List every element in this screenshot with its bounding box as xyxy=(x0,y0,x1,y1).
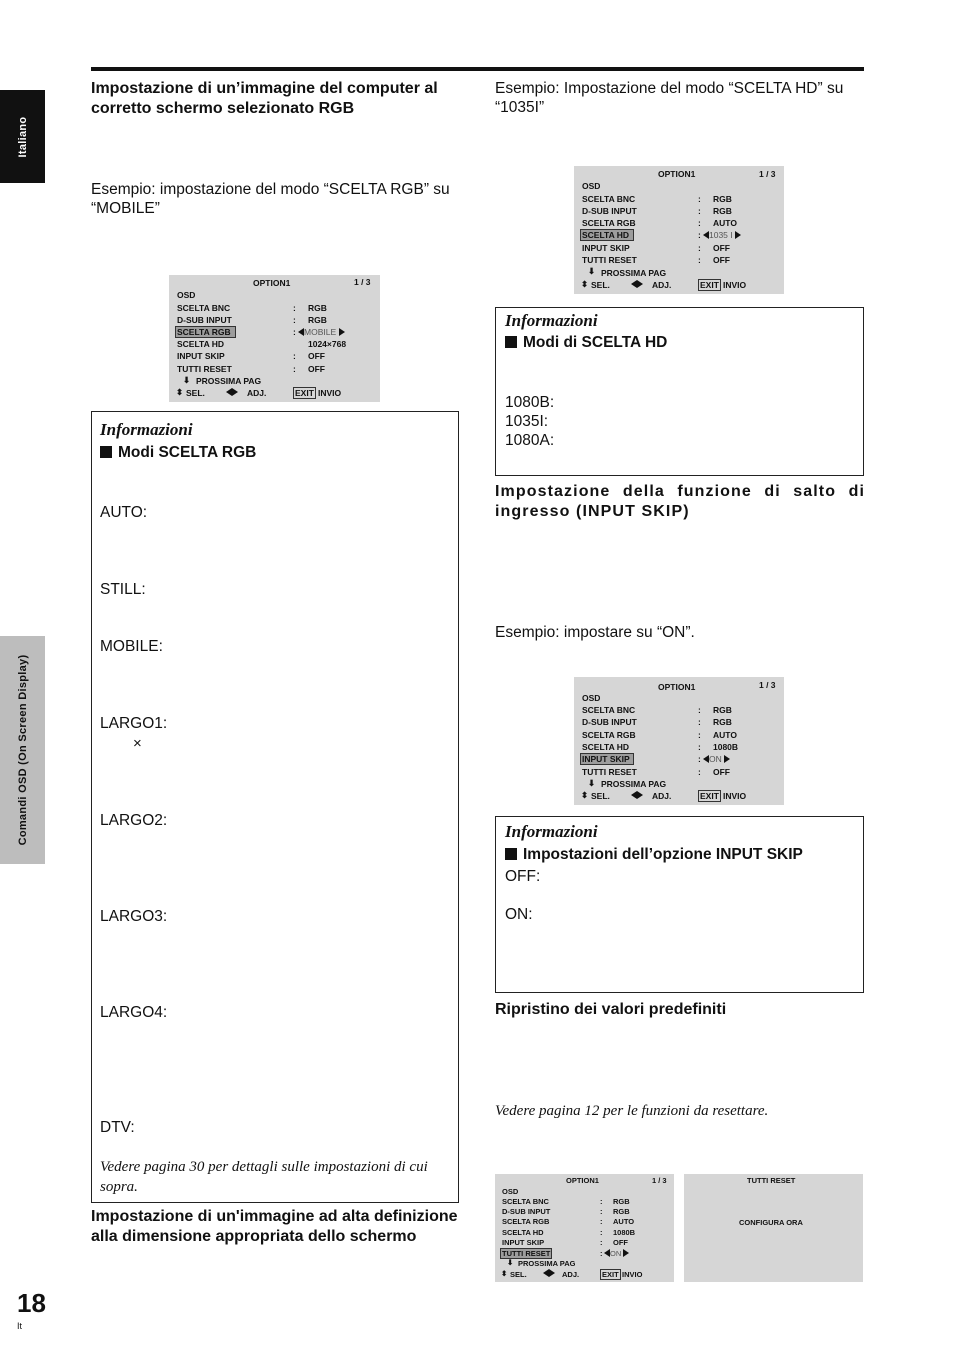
osd-row-rgb-selected: SCELTA RGB xyxy=(176,327,235,337)
language-tab-label: Italiano xyxy=(16,116,29,157)
section-tab-label: Comandi OSD (On Screen Display) xyxy=(16,654,29,846)
osd-header: OPTION1 xyxy=(253,278,291,288)
info-box-skip xyxy=(495,816,864,993)
leftright-arrows-icon xyxy=(226,387,238,397)
info-note: Vedere pagina 30 per dettagli sulle impostazioni di cui sopra. xyxy=(100,1159,428,1195)
osd-row-skip-selected: INPUT SKIP xyxy=(581,754,633,764)
osd-colon: : xyxy=(698,730,701,740)
mode-largo3: LARGO3: xyxy=(100,908,168,925)
osd-row-hd: SCELTA HD xyxy=(502,1228,544,1237)
osd-sel: SEL. xyxy=(510,1270,527,1279)
reset-title: TUTTI RESET xyxy=(747,1176,796,1185)
osd-colon: : xyxy=(698,218,701,228)
osd-invio: INVIO xyxy=(723,791,747,801)
osd-invio: INVIO xyxy=(622,1270,643,1279)
osd-row-osd: OSD xyxy=(177,290,196,300)
mode-largo2: LARGO2: xyxy=(100,812,168,829)
mode-mobile: MOBILE: xyxy=(100,638,163,655)
osd-exit: EXIT xyxy=(295,388,314,398)
osd-invio: INVIO xyxy=(318,388,342,398)
osd-colon: : xyxy=(293,364,296,374)
arrow-right-icon xyxy=(735,231,741,239)
heading-reset: Ripristino dei valori predefiniti xyxy=(495,1001,727,1018)
skip-off: OFF: xyxy=(505,868,541,885)
osd-colon: : xyxy=(698,742,701,752)
osd-colon: : xyxy=(600,1207,603,1216)
osd-next-page: PROSSIMA PAG xyxy=(518,1259,576,1268)
updown-arrow-icon: ⬍ xyxy=(176,387,184,397)
heading-rgb: Impostazione di un’immagine del computer al corretto schermo selezionato RGB xyxy=(91,80,438,117)
osd-row-hd: SCELTA HD xyxy=(582,742,630,752)
osd-screen-hd xyxy=(574,166,784,294)
osd-row-rgb: SCELTA RGB xyxy=(582,218,636,228)
osd-val-dsub: RGB xyxy=(613,1207,630,1216)
down-arrow-icon: ⬇ xyxy=(588,778,596,788)
mode-largo1: LARGO1: xyxy=(100,715,168,732)
mode-still: STILL: xyxy=(100,581,146,598)
osd-row-rgb: SCELTA RGB xyxy=(582,730,636,740)
info-box-hd xyxy=(495,307,864,476)
info-title: Informazioni xyxy=(505,822,598,841)
osd-row-skip: INPUT SKIP xyxy=(502,1238,545,1247)
down-arrow-icon: ⬇ xyxy=(507,1258,514,1267)
heading-hd: Impostazione di un'immagine ad alta definizione alla dimensione appropriata dello schermo xyxy=(91,1208,458,1245)
osd-row-bnc: SCELTA BNC xyxy=(502,1197,549,1206)
osd-val-skip: OFF xyxy=(613,1238,628,1247)
osd-val-hd: 1080B xyxy=(713,742,739,752)
times-sign: × xyxy=(133,735,142,752)
osd-header: OPTION1 xyxy=(658,682,696,692)
osd-colon: : xyxy=(600,1238,603,1247)
osd-colon: : xyxy=(698,767,701,777)
osd-colon: : xyxy=(293,303,296,313)
example-rgb: Esempio: impostazione del modo “SCELTA RGB” su “MOBILE” xyxy=(91,181,450,217)
updown-arrow-icon: ⬍ xyxy=(581,279,589,289)
osd-val-skip: OFF xyxy=(308,351,325,361)
mode-largo4: LARGO4: xyxy=(100,1004,168,1021)
osd-val-hd: 1035 I xyxy=(709,230,733,240)
leftright-arrows-icon xyxy=(543,1269,555,1278)
osd-val-reset: ON xyxy=(610,1249,622,1258)
osd-next-page: PROSSIMA PAG xyxy=(601,779,667,789)
section-tab xyxy=(0,636,45,864)
heading-input-skip: Impostazione della funzione di salto di ingresso (INPUT SKIP) xyxy=(495,483,865,520)
osd-screen-rgb xyxy=(169,275,380,402)
osd-row-reset: TUTTI RESET xyxy=(582,767,637,777)
arrow-right-icon xyxy=(724,755,730,763)
info-subtitle xyxy=(505,334,667,352)
osd-row-osd: OSD xyxy=(502,1187,519,1196)
osd-page: 1 / 3 xyxy=(759,169,776,179)
osd-row-reset: TUTTI RESET xyxy=(177,364,232,374)
info-subtitle-text: Modi di SCELTA HD xyxy=(523,334,668,351)
osd-screen-skip xyxy=(574,677,784,805)
osd-val-skip: OFF xyxy=(713,243,730,253)
page-number: 18 xyxy=(17,1288,46,1318)
osd-page: 1 / 3 xyxy=(652,1176,667,1185)
osd-colon: : xyxy=(600,1228,603,1237)
info-subtitle xyxy=(505,846,803,864)
osd-val-dsub: RGB xyxy=(713,717,732,727)
osd-sel: SEL. xyxy=(186,388,205,398)
osd-row-hd-selected: SCELTA HD xyxy=(581,230,633,240)
osd-colon: : xyxy=(600,1249,603,1258)
osd-exit: EXIT xyxy=(700,791,719,801)
osd-colon: : xyxy=(698,206,701,216)
osd-colon: : xyxy=(293,351,296,361)
osd-colon: : xyxy=(698,255,701,265)
osd-val-rgb: MOBILE xyxy=(304,327,337,337)
square-bullet-icon xyxy=(505,848,517,860)
square-bullet-icon xyxy=(100,446,112,458)
osd-row-dsub: D-SUB INPUT xyxy=(502,1207,551,1216)
osd-reset-confirm xyxy=(684,1174,863,1282)
reset-message: CONFIGURA ORA xyxy=(739,1218,803,1227)
down-arrow-icon: ⬇ xyxy=(588,266,596,276)
info-subtitle-text: Impostazioni dell’opzione INPUT SKIP xyxy=(523,846,803,863)
osd-colon: : xyxy=(600,1217,603,1226)
osd-row-osd: OSD xyxy=(582,693,601,703)
osd-row-bnc: SCELTA BNC xyxy=(177,303,231,313)
osd-colon: : xyxy=(698,705,701,715)
info-subtitle-text: Modi SCELTA RGB xyxy=(118,444,257,461)
square-bullet-icon xyxy=(505,336,517,348)
osd-colon: : xyxy=(293,327,296,337)
osd-page: 1 / 3 xyxy=(354,277,371,287)
info-title: Informazioni xyxy=(505,311,598,330)
osd-row-dsub: D-SUB INPUT xyxy=(582,717,637,727)
osd-row-bnc: SCELTA BNC xyxy=(582,194,636,204)
osd-val-hd: 1080B xyxy=(613,1228,636,1237)
hd-1080a: 1080A: xyxy=(505,432,555,449)
reset-note: Vedere pagina 12 per le funzioni da resettare. xyxy=(495,1103,769,1119)
osd-val-hd: 1024×768 xyxy=(308,339,347,349)
osd-val-bnc: RGB xyxy=(613,1197,630,1206)
osd-row-hd: SCELTA HD xyxy=(177,339,225,349)
osd-row-osd: OSD xyxy=(582,181,601,191)
leftright-arrows-icon xyxy=(631,790,643,800)
osd-page: 1 / 3 xyxy=(759,680,776,690)
osd-colon: : xyxy=(698,754,701,764)
osd-adj: ADJ. xyxy=(562,1270,580,1279)
skip-on: ON: xyxy=(505,906,533,923)
top-rule xyxy=(91,67,864,71)
osd-adjust-skip xyxy=(703,754,730,764)
osd-val-bnc: RGB xyxy=(308,303,327,313)
arrow-right-icon xyxy=(623,1249,629,1257)
osd-adj: ADJ. xyxy=(652,280,672,290)
osd-row-rgb: SCELTA RGB xyxy=(502,1217,550,1226)
osd-adjust-rgb xyxy=(298,327,345,337)
example-hd: Esempio: Impostazione del modo “SCELTA HD” su “1035I” xyxy=(495,80,844,116)
osd-row-skip: INPUT SKIP xyxy=(177,351,225,361)
osd-row-reset: TUTTI RESET xyxy=(582,255,637,265)
osd-val-reset: OFF xyxy=(713,255,730,265)
osd-adjust-hd xyxy=(703,230,741,240)
osd-val-rgb: AUTO xyxy=(613,1217,635,1226)
example-skip: Esempio: impostare su “ON”. xyxy=(495,624,695,641)
osd-row-reset-selected: TUTTI RESET xyxy=(502,1249,551,1258)
info-subtitle xyxy=(100,444,256,462)
mode-auto: AUTO: xyxy=(100,504,148,521)
osd-val-bnc: RGB xyxy=(713,194,732,204)
osd-sel: SEL. xyxy=(591,791,610,801)
arrow-right-icon xyxy=(339,328,345,336)
osd-val-skip: ON xyxy=(709,754,722,764)
osd-next-page: PROSSIMA PAG xyxy=(601,268,667,278)
osd-invio: INVIO xyxy=(723,280,747,290)
info-box-rgb xyxy=(91,411,459,1203)
osd-val-reset: OFF xyxy=(308,364,325,374)
osd-val-rgb: AUTO xyxy=(713,730,737,740)
osd-adj: ADJ. xyxy=(247,388,267,398)
osd-val-dsub: RGB xyxy=(308,315,327,325)
hd-1035i: 1035I: xyxy=(505,413,549,430)
osd-sel: SEL. xyxy=(591,280,610,290)
osd-screen-reset xyxy=(495,1174,674,1282)
osd-exit: EXIT xyxy=(602,1270,619,1279)
language-tab xyxy=(0,90,45,183)
lang-code: It xyxy=(17,1321,23,1331)
osd-row-dsub: D-SUB INPUT xyxy=(582,206,637,216)
osd-exit: EXIT xyxy=(700,280,719,290)
osd-adj: ADJ. xyxy=(652,791,672,801)
osd-header: OPTION1 xyxy=(658,169,696,179)
down-arrow-icon: ⬇ xyxy=(183,375,191,385)
osd-val-reset: OFF xyxy=(713,767,730,777)
osd-row-skip: INPUT SKIP xyxy=(582,243,630,253)
osd-row-bnc: SCELTA BNC xyxy=(582,705,636,715)
leftright-arrows-icon xyxy=(631,279,643,289)
osd-header: OPTION1 xyxy=(566,1176,599,1185)
updown-arrow-icon: ⬍ xyxy=(501,1269,508,1278)
osd-colon: : xyxy=(698,717,701,727)
mode-dtv: DTV: xyxy=(100,1119,135,1136)
osd-next-page: PROSSIMA PAG xyxy=(196,376,262,386)
updown-arrow-icon: ⬍ xyxy=(581,790,589,800)
osd-colon: : xyxy=(698,194,701,204)
osd-row-dsub: D-SUB INPUT xyxy=(177,315,232,325)
osd-colon: : xyxy=(698,230,701,240)
osd-colon: : xyxy=(600,1197,603,1206)
osd-colon: : xyxy=(698,243,701,253)
osd-val-dsub: RGB xyxy=(713,206,732,216)
osd-adjust-reset xyxy=(604,1249,629,1258)
osd-colon: : xyxy=(293,315,296,325)
osd-val-bnc: RGB xyxy=(713,705,732,715)
info-title: Informazioni xyxy=(100,420,193,439)
hd-1080b: 1080B: xyxy=(505,394,555,411)
osd-val-rgb: AUTO xyxy=(713,218,737,228)
